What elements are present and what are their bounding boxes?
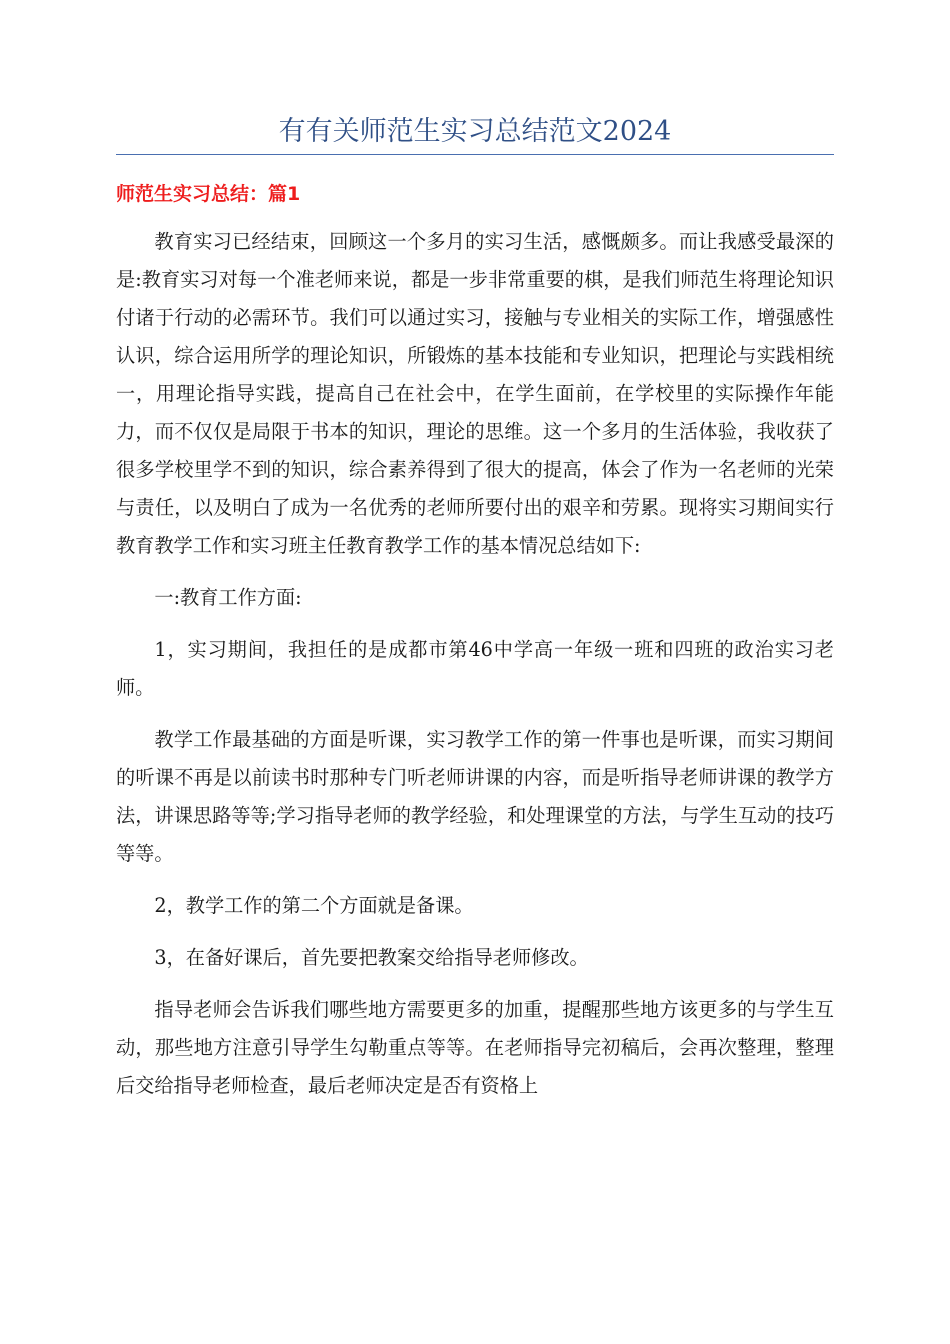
paragraph-education-heading: 一:教育工作方面: xyxy=(154,586,302,609)
paragraph-guidance: 指导老师会告诉我们哪些地方需要更多的加重，提醒那些地方该更多的与学生互动，那些地方注意引导学生勾勒重点等等。在老师指导完初稿后，会再次整理，整理后交给指导老师检查，最后老师决定是否有资格上 xyxy=(116,998,834,1097)
paragraph-item-2: 2，教学工作的第二个方面就是备课。 xyxy=(154,894,474,917)
document-body xyxy=(116,223,834,1119)
title-underline xyxy=(116,154,834,155)
paragraph-intro: 教育实习已经结束，回顾这一个多月的实习生活，感慨颇多。而让我感受最深的是:教育实习对每一个准老师来说，都是一步非常重要的棋，是我们师范生将理论知识付诸于行动的必需环节。我们可以通过实习，接触与专业相关的实际工作，增强感性认识，综合运用所学的理论知识，所锻炼的基本技能和专业知识，把理论与实践相统一，用理论指导实践，提高自己在社会中，在学生面前，在学校里的实际操作年能力，而不仅仅是局限于书本的知识，理论的思维。这一个多月的生活体验，我收获了很多学校里学不到的知识，综合素养得到了很大的提高，体会了作为一名老师的光荣与责任，以及明白了成为一名优秀的老师所要付出的艰辛和劳累。现将实习期间实行教育教学工作和实习班主任教育教学工作的基本情况总结如下: xyxy=(116,230,834,557)
document-title: 有有关师范生实习总结范文2024 xyxy=(278,116,672,147)
paragraph-item-3: 3，在备好课后，首先要把教案交给指导老师修改。 xyxy=(154,946,589,969)
paragraph-item-1: 1，实习期间，我担任的是成都市第46中学高一年级一班和四班的政治实习老师。 xyxy=(116,638,834,699)
section-heading: 师范生实习总结：篇1 xyxy=(116,183,301,205)
paragraph-listening: 教学工作最基础的方面是听课，实习教学工作的第一件事也是听课，而实习期间的听课不再是以前读书时那种专门听老师讲课的内容，而是听指导老师讲课的教学方法，讲课思路等等;学习指导老师的教学经验，和处理课堂的方法，与学生互动的技巧等等。 xyxy=(116,728,834,865)
